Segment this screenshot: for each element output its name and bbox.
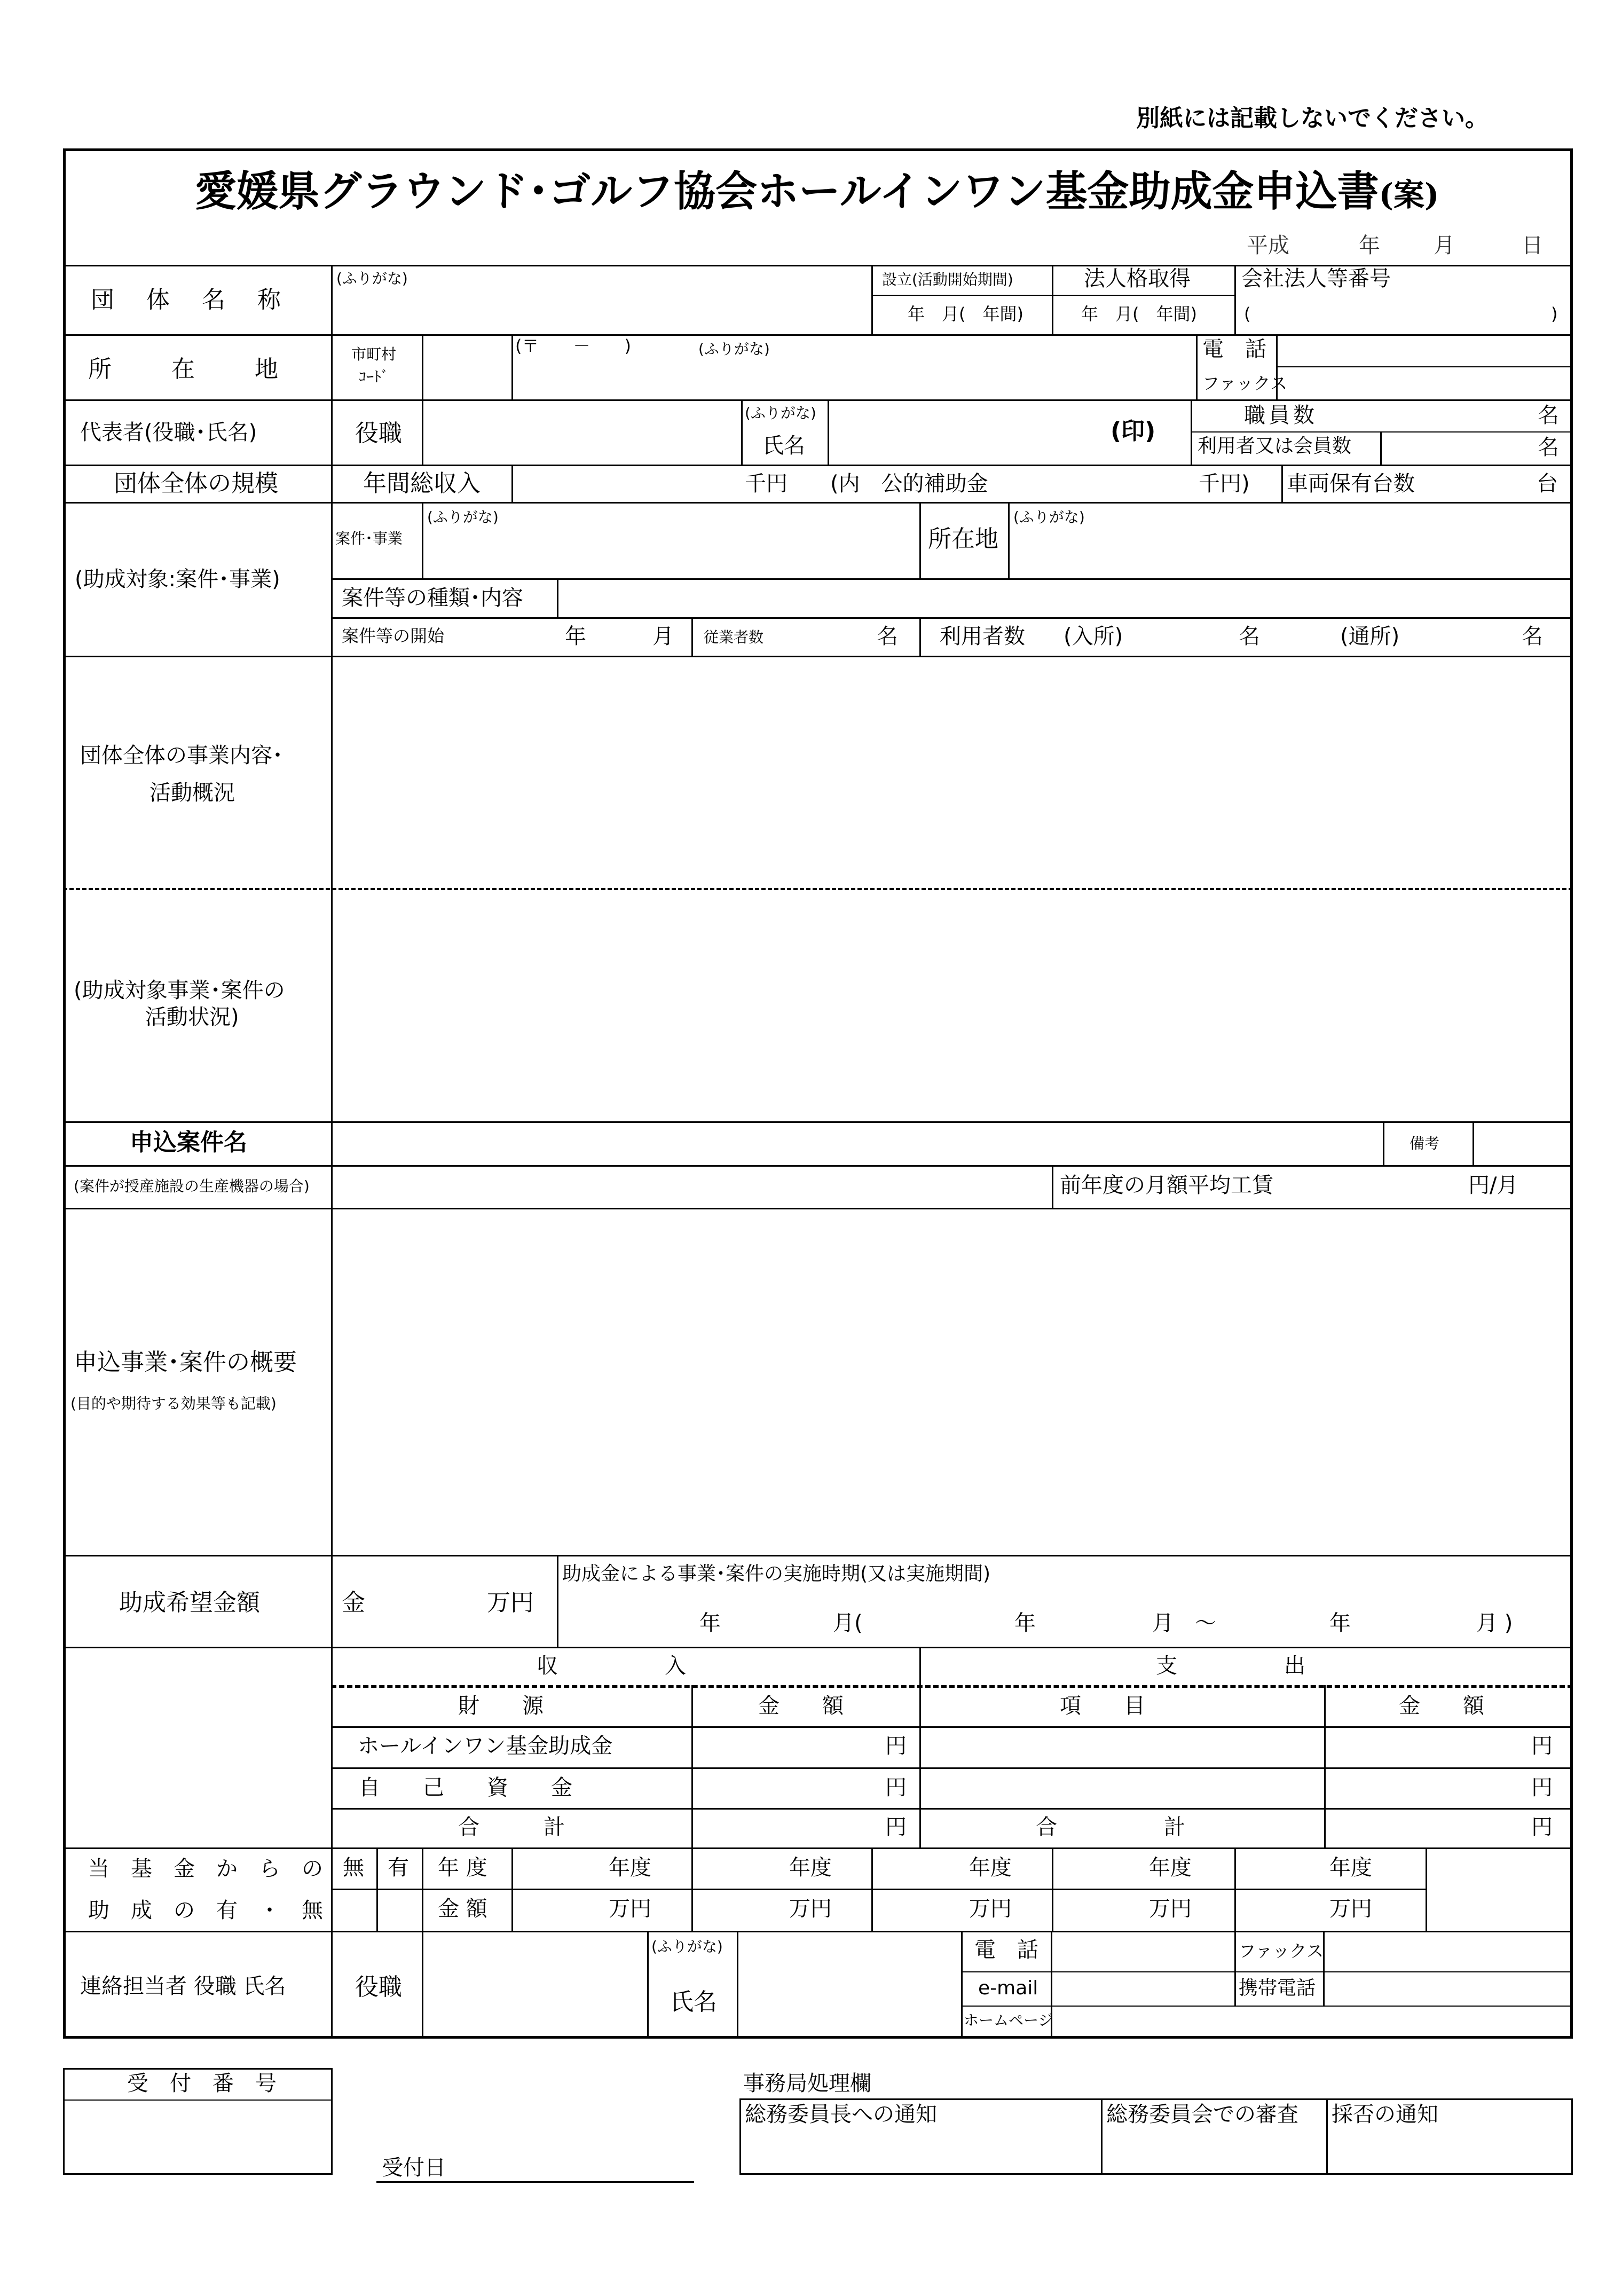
- contact-hp-label: ホームページ: [964, 2011, 1053, 2029]
- vehicles-label: 車両保有台数: [1287, 471, 1415, 496]
- business-label-1: 団体全体の事業内容･: [80, 743, 283, 768]
- yen-2: 円: [1531, 1734, 1553, 1758]
- contact-email-label: e-mail: [978, 1977, 1038, 1999]
- receipt-date-label: 受付日: [382, 2156, 446, 2180]
- contact-post-label: 役職: [355, 1973, 402, 2001]
- income-header: 収 入: [537, 1654, 686, 1678]
- history-manen-2: 万円: [789, 1897, 832, 1921]
- history-nendo-4: 年度: [1149, 1855, 1192, 1880]
- members-unit: 名: [1538, 435, 1559, 460]
- corpno-close: ): [1551, 304, 1558, 324]
- history-nendo-2: 年度: [789, 1855, 832, 1880]
- project-furigana: (ふりがな): [427, 508, 499, 526]
- corpno-open: (: [1244, 304, 1251, 324]
- yen-1: 円: [885, 1734, 907, 1758]
- receipt-number-label: 受 付 番 号: [127, 2071, 277, 2096]
- staff-label: 職員数: [1244, 403, 1318, 428]
- expense-header: 支 出: [1156, 1654, 1305, 1678]
- address-label: 所 在 地: [88, 356, 282, 383]
- income-label: 年間総収入: [363, 470, 481, 497]
- apply-note: (案件が授産施設の生産機器の場合): [74, 1177, 310, 1195]
- wage-label: 前年度の月額平均工賃: [1060, 1173, 1273, 1198]
- business-label-4: 活動状況): [145, 1005, 239, 1029]
- date-day: 日: [1522, 233, 1543, 258]
- apply-name-label: 申込案件名: [130, 1129, 247, 1156]
- corp-value: 年 月( 年間): [1081, 304, 1197, 324]
- contact-name-label: 氏名: [670, 1988, 717, 2016]
- public-subsidy-label: (内 公的補助金: [830, 471, 988, 496]
- muni-code-label-1: 市町村: [351, 345, 397, 363]
- scale-label: 団体全体の規模: [114, 470, 278, 497]
- employees-label: 従業者数: [704, 628, 764, 646]
- history-label-1: 当 基 金 か ら の: [88, 1857, 323, 1881]
- members-label: 利用者又は会員数: [1198, 435, 1352, 457]
- muni-code-label-2: ｺｰﾄﾞ: [359, 368, 389, 386]
- org-furigana: (ふりがな): [336, 270, 408, 287]
- outpatient-label: (通所): [1340, 624, 1400, 649]
- amount-label: 助成希望金額: [119, 1589, 260, 1616]
- period-y3: 年: [1329, 1611, 1351, 1635]
- result-label: 採否の通知: [1332, 2102, 1438, 2127]
- expense-amount-header: 金 額: [1399, 1694, 1484, 1718]
- employees-unit: 名: [877, 624, 898, 649]
- wage-unit: 円/月: [1468, 1173, 1518, 1198]
- income-amount-header: 金 額: [758, 1694, 844, 1718]
- form-title: 愛媛県グラウンド･ゴルフ協会ホールインワン基金助成金申込書(案): [195, 167, 1439, 216]
- source-row-fund: ホールインワン基金助成金: [358, 1734, 613, 1758]
- rep-name-label: 氏名: [762, 434, 805, 458]
- public-subsidy-unit: 千円): [1199, 471, 1250, 496]
- rep-furigana: (ふりがな): [745, 404, 816, 422]
- yen-4: 円: [1531, 1775, 1553, 1800]
- tel-label: 電 話: [1202, 337, 1266, 361]
- contact-mobile-label: 携帯電話: [1239, 1977, 1316, 1999]
- period-y1: 年: [699, 1611, 721, 1635]
- business-label-2: 活動概況: [149, 781, 235, 805]
- summary-label: 申込事業･案件の概要: [74, 1349, 297, 1376]
- seal-mark: (印): [1111, 418, 1156, 445]
- income-unit: 千円: [745, 471, 788, 496]
- org-name-label: 団 体 名 称: [91, 286, 285, 313]
- note-text: 別紙には記載しないでください。: [1136, 105, 1489, 132]
- income-total-label: 合 計: [458, 1815, 565, 1839]
- history-manen-4: 万円: [1149, 1897, 1192, 1921]
- item-header: 項 目: [1060, 1694, 1145, 1718]
- history-year-label: 年 度: [438, 1855, 487, 1880]
- contact-label: 連絡担当者 役職 氏名: [80, 1974, 286, 1999]
- remarks-label: 備考: [1410, 1135, 1440, 1152]
- summary-sub: (目的や期待する効果等も記載): [70, 1395, 277, 1412]
- yen-3: 円: [885, 1775, 907, 1800]
- source-header: 財 源: [458, 1694, 544, 1718]
- corp-label: 法人格取得: [1084, 266, 1191, 291]
- location-label: 所在地: [928, 525, 998, 553]
- outpatient-unit: 名: [1522, 624, 1543, 649]
- est-value: 年 月( 年間): [908, 304, 1023, 324]
- staff-unit: 名: [1538, 403, 1559, 428]
- corpno-label: 会社法人等番号: [1241, 266, 1391, 291]
- date-year: 年: [1359, 233, 1380, 258]
- office-label: 事務局処理欄: [743, 2071, 871, 2096]
- business-label-3: (助成対象事業･案件の: [74, 978, 285, 1003]
- amount-unit: 万円: [487, 1589, 534, 1616]
- contact-furigana: (ふりがな): [651, 1938, 723, 1955]
- rep-post-label: 役職: [355, 420, 402, 447]
- history-nendo-5: 年度: [1329, 1855, 1372, 1880]
- history-label-2: 助 成 の 有 ・ 無: [88, 1898, 323, 1923]
- period-m1: 月(: [833, 1611, 863, 1635]
- project-label: 案件･事業: [335, 530, 403, 547]
- review-label: 総務委員会での審査: [1106, 2102, 1298, 2127]
- period-m3: 月 ): [1476, 1611, 1513, 1635]
- start-year: 年: [565, 624, 586, 649]
- yen-5: 円: [885, 1815, 907, 1839]
- amount-kin: 金: [342, 1589, 365, 1616]
- period-m2: 月 ～: [1152, 1611, 1216, 1635]
- period-label: 助成金による事業･案件の実施時期(又は実施期間): [562, 1563, 991, 1585]
- kind-label: 案件等の種類･内容: [342, 586, 523, 610]
- contact-fax-label: ファックス: [1239, 1941, 1324, 1961]
- expense-total-label: 合 計: [1036, 1815, 1185, 1839]
- history-manen-3: 万円: [969, 1897, 1012, 1921]
- fax-label: ファックス: [1202, 373, 1288, 394]
- source-row-self: 自 己 資 金: [359, 1775, 572, 1800]
- period-y2: 年: [1014, 1611, 1036, 1635]
- start-label: 案件等の開始: [342, 626, 445, 646]
- target-label: (助成対象:案件･事業): [75, 567, 280, 592]
- history-nendo-1: 年度: [609, 1855, 651, 1880]
- history-manen-1: 万円: [609, 1897, 651, 1921]
- history-manen-5: 万円: [1329, 1897, 1372, 1921]
- vehicles-unit: 台: [1537, 471, 1558, 496]
- notify-label: 総務委員長への通知: [745, 2102, 937, 2127]
- postal-code: (〒 － ): [515, 336, 631, 356]
- inpatient-unit: 名: [1239, 624, 1260, 649]
- users-label: 利用者数: [940, 624, 1025, 649]
- location-furigana: (ふりがな): [1013, 508, 1085, 526]
- yen-6: 円: [1531, 1815, 1553, 1839]
- date-era: 平成: [1247, 233, 1289, 258]
- start-month: 月: [652, 624, 674, 649]
- est-label: 設立(活動開始期間): [882, 271, 1013, 288]
- history-none: 無: [343, 1855, 364, 1880]
- inpatient-label: (入所): [1064, 624, 1123, 649]
- date-month: 月: [1434, 233, 1455, 258]
- contact-tel-label: 電 話: [974, 1938, 1038, 1962]
- address-furigana: (ふりがな): [698, 340, 770, 358]
- history-nendo-3: 年度: [969, 1855, 1012, 1880]
- history-yes: 有: [388, 1855, 409, 1880]
- history-amount-label: 金 額: [438, 1897, 487, 1921]
- rep-label: 代表者(役職･氏名): [80, 420, 257, 445]
